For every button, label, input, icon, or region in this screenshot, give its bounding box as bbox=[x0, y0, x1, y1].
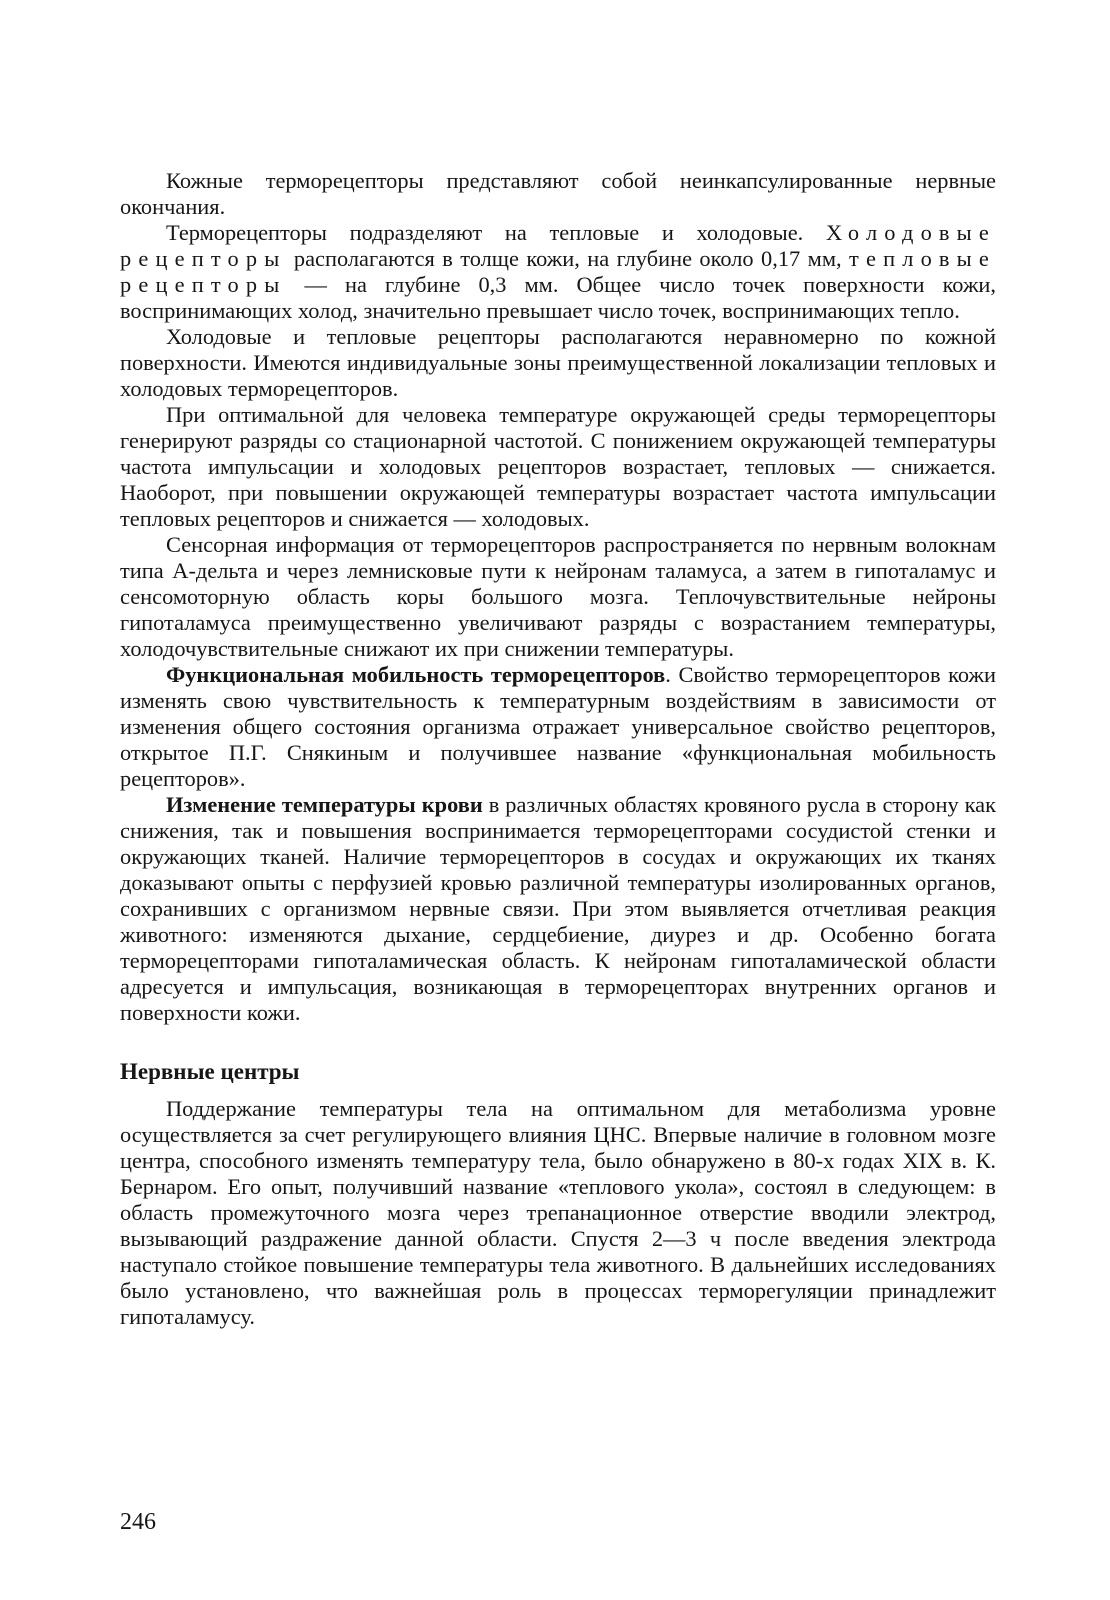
section-heading-nerve-centers: Нервные центры bbox=[120, 1059, 300, 1084]
page-body bbox=[120, 168, 996, 1330]
paragraph-temperature-maintenance: Поддержание температуры тела на оптимальном для метаболизма уровне осуществляется за счет регулирующего влияния ЦНС. Впервые наличие в головном мозге центра, способного изменять температуру тела, было обнаружено в 80-х годах XIX в. К. Бернаром. Его опыт, получивший название «теплового укола», состоял в следующем: в область промежуточного мозга через трепанационное отверстие вводили электрод, вызывающий раздражение данной области. Спустя 2—3 ч после введения электрода наступало стойкое повышение температуры тела животного. В дальнейших исследованиях было установлено, что важнейшая роль в процессах терморегуляции принадлежит гипоталамусу. bbox=[120, 1096, 996, 1329]
page-number: 246 bbox=[120, 1509, 156, 1535]
term-cold-receptors: Холодовые рецепторы bbox=[120, 220, 996, 271]
term-heat-receptors: тепловые рецепторы bbox=[120, 246, 996, 297]
paragraph-receptor-distribution: Холодовые и тепловые рецепторы располагаются неравномерно по кожной поверхности. Имеются индивидуальные зоны преимущественной локализации тепловых и холодовых терморецепторов. bbox=[120, 324, 996, 401]
paragraph-blood-temperature-text: в различных областях кровяного русла в сторону как снижения, так и повышения воспринимается терморецепторами сосудистой стенки и окружающих тканей. Наличие терморецепторов в сосудах и окружающих их тканях доказывают опыты с перфузией кровью различной температуры изолированных органов, сохранивших с организмом нервные связи. При этом выявляется отчетливая реакция животного: изменяются дыхание, сердцебиение, диурез и др. Особенно богата терморецепторами гипоталамическая область. К нейронам гипоталамической области адресуется и импульсация, возникающая в терморецепторах внутренних органов и поверхности кожи. bbox=[120, 792, 996, 1025]
term-functional-mobility: Функциональная мобильность терморецепторов bbox=[166, 662, 666, 687]
paragraph-blood-temperature bbox=[120, 792, 996, 1026]
paragraph-sensory-pathways: Сенсорная информация от терморецепторов распространяется по нервным волокнам типа А-дельта и через лемнисковые пути к нейронам таламуса, а затем в гипоталамус и сенсомоторную область коры большого мозга. Теплочувствительные нейроны гипоталамуса преимущественно увеличивают разряды с возрастанием температуры, холодочувствительные снижают их при снижении температуры. bbox=[120, 532, 996, 661]
term-blood-temperature-change: Изменение температуры крови bbox=[166, 792, 483, 817]
paragraph-receptor-types bbox=[120, 220, 996, 324]
paragraph-discharge-frequency: При оптимальной для человека температуре окружающей среды терморецепторы генерируют разряды со стационарной частотой. С понижением окружающей температуры частота импульсации и холодовых рецепторов возрастает, тепловых — снижается. Наоборот, при повышении окружающей температуры возрастает частота импульсации тепловых рецепторов и снижается — холодовых. bbox=[120, 402, 996, 531]
paragraph-functional-mobility bbox=[120, 662, 996, 792]
paragraph-receptor-types-after: — на глубине 0,3 мм. Общее число точек поверхности кожи, воспринимающих холод, значительно превышает число точек, воспринимающих тепло. bbox=[120, 272, 996, 323]
paragraph-receptor-types-middle: располагаются в толще кожи, на глубине около 0,17 мм, bbox=[286, 246, 850, 271]
paragraph-receptor-types-before: Терморецепторы подразделяют на тепловые и холодовые. bbox=[166, 220, 826, 245]
paragraph-skin-thermoreceptors: Кожные терморецепторы представляют собой неинкапсулированные нервные окончания. bbox=[120, 168, 996, 219]
paragraph-functional-mobility-text: . Свойство терморецепторов кожи изменять свою чувствительность к температурным воздействиям в зависимости от изменения общего состояния организма отражает универсальное свойство рецепторов, открытое П.Г. Снякиным и получившее название «функциональная мобильность рецепторов». bbox=[120, 662, 997, 791]
